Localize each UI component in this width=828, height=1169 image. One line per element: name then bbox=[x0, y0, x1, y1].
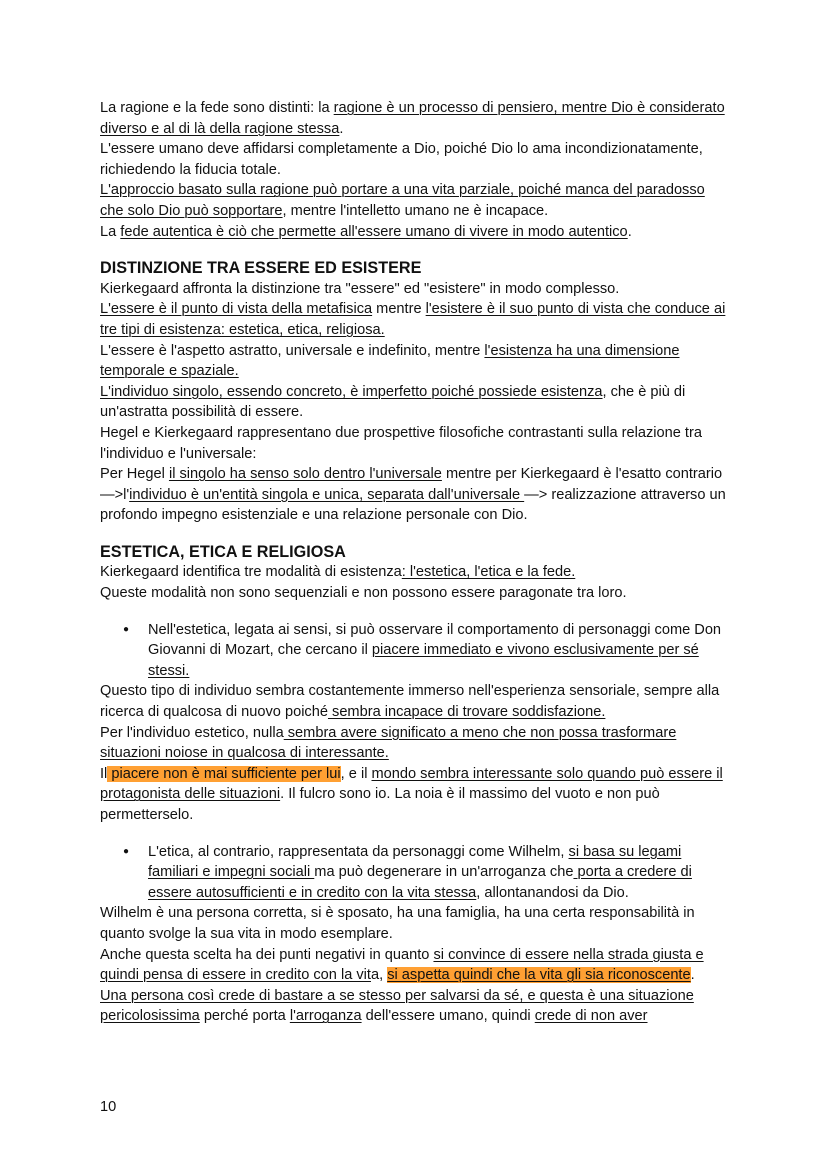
text-run: Per Hegel bbox=[100, 466, 169, 483]
intro-paragraph-3 bbox=[100, 180, 728, 221]
text-run: Per l'individuo estetico, nulla bbox=[100, 724, 284, 741]
text-run: La bbox=[100, 223, 121, 240]
underlined-text: sembra avere significato a meno che non possa trasformare situazioni noiose in qualcosa di interessante. bbox=[100, 724, 677, 762]
text-run: mentre per Kierkegaard è l'esatto contrario—>l' bbox=[100, 466, 723, 503]
text-run: La ragione e la fede sono distinti: la bbox=[100, 100, 334, 116]
etica-paragraph-3 bbox=[100, 986, 728, 1027]
text-run: . bbox=[339, 120, 344, 137]
section1-paragraph-1: Kierkegaard affronta la distinzione tra "essere" ed "esistere" in modo complesso. bbox=[100, 280, 620, 297]
text-run: Anche questa scelta ha dei punti negativi in quanto bbox=[100, 946, 434, 963]
underlined-text: Una persona così crede di bastare a se stesso per salvarsi da sé, e questa è una situazione pericolosissima bbox=[100, 987, 694, 1025]
list-item-etica bbox=[148, 842, 728, 904]
underlined-text: l'arroganza bbox=[289, 1008, 362, 1025]
text-run: L'etica, al contrario, rappresentata da personaggi come Wilhelm, bbox=[148, 843, 569, 860]
underlined-text: L'approccio basato sulla ragione può portare a una vita parziale, poiché manca del paradosso che solo Dio può sopportare bbox=[100, 182, 705, 219]
underlined-text: : l'estetica, l'etica e la fede. bbox=[401, 564, 576, 581]
page-number: 10 bbox=[100, 1099, 117, 1115]
underlined-text: fede autentica è ciò che permette all'essere umano di vivere in modo autentico bbox=[120, 223, 628, 240]
intro-paragraph-4 bbox=[100, 222, 728, 243]
text-run: ma può degenerare in un'arroganza che bbox=[314, 864, 574, 881]
underlined-text: crede di non aver bbox=[534, 1008, 648, 1025]
list-item-estetica bbox=[148, 620, 728, 682]
section2-paragraph-2: Queste modalità non sono sequenziali e non possono essere paragonate tra loro. bbox=[100, 585, 627, 602]
bullet-list-estetica bbox=[100, 620, 728, 682]
section2-paragraph-1 bbox=[100, 562, 728, 583]
text-run: —> realizzazione attraverso un profondo impegno esistenziale e una relazione personale con Dio. bbox=[100, 486, 726, 524]
text-run: dell'essere umano, quindi bbox=[361, 1008, 535, 1025]
underlined-text: ragione è un processo di pensiero, mentre Dio è considerato diverso e al di là della ragione stessa bbox=[100, 100, 725, 137]
text-run: Questo tipo di individuo sembra costantemente immerso nell'esperienza sensoriale, sempre alla ricerca di qualcosa di nuovo poiché bbox=[100, 683, 720, 721]
text-run: Kierkegaard identifica tre modalità di esistenza bbox=[100, 564, 402, 581]
text-run: . bbox=[627, 223, 632, 240]
etica-paragraph-1: Wilhelm è una persona corretta, si è sposato, ha una famiglia, ha una certa responsabilità in quanto svolge la sua vita in modo esemplare. bbox=[100, 905, 695, 942]
estetica-paragraph-3 bbox=[100, 764, 728, 826]
bullet-list-etica bbox=[100, 842, 728, 904]
section1-paragraph-5: Hegel e Kierkegaard rappresentano due prospettive filosofiche contrastanti sulla relazione tra l'individuo e l'universale: bbox=[100, 424, 702, 462]
text-run: perché porta bbox=[199, 1008, 290, 1025]
text-run: a, bbox=[370, 967, 388, 984]
underlined-text: sembra incapace di trovare soddisfazione. bbox=[327, 704, 606, 721]
intro-paragraph-2: L'essere umano deve affidarsi completamente a Dio, poiché Dio lo ama incondizionatamente, richiedendo la fiducia totale. bbox=[100, 141, 703, 178]
highlighted-text: piacere non è mai sufficiente per lui bbox=[107, 765, 341, 782]
text-run: , mentre l'intelletto umano ne è incapace. bbox=[282, 202, 549, 219]
section-heading-essere-esistere: DISTINZIONE TRA ESSERE ED ESISTERE bbox=[100, 259, 422, 278]
underlined-text: mondo sembra interessante solo quando può essere il protagonista delle situazioni bbox=[100, 765, 723, 803]
text-run: mentre bbox=[372, 301, 426, 318]
section1-paragraph-4 bbox=[100, 382, 728, 423]
underlined-text: piacere immediato e vivono esclusivamente per sé stessi. bbox=[148, 642, 699, 679]
underlined-text: l'esistenza ha una dimensione temporale e spaziale. bbox=[100, 342, 680, 380]
underlined-text: L'essere è il punto di vista della metafisica bbox=[100, 301, 373, 318]
text-run: Nell'estetica, legata ai sensi, si può osservare il comportamento di personaggi come Don Giovanni di Mozart, che cercano il bbox=[148, 621, 722, 659]
underlined-text: si convince di essere nella strada giusta e quindi pensa di essere in credito con la vit bbox=[100, 946, 704, 984]
underlined-text: si basa su legami familiari e impegni sociali bbox=[148, 843, 682, 881]
document-page bbox=[100, 98, 728, 1027]
text-run: Il bbox=[100, 765, 108, 782]
text-run: . bbox=[690, 967, 695, 984]
text-run: , e il bbox=[340, 765, 372, 782]
section-heading-estetica-etica-religiosa: ESTETICA, ETICA E RELIGIOSA bbox=[100, 542, 346, 561]
text-run: . Il fulcro sono io. La noia è il massimo del vuoto e non può permetterselo. bbox=[100, 786, 660, 823]
text-run: L'essere è l'aspetto astratto, universale e indefinito, mentre bbox=[100, 342, 485, 359]
underlined-text: porta a credere di essere autosufficienti e in credito con la vita stessa bbox=[148, 864, 692, 901]
underlined-text: il singolo ha senso solo dentro l'universale bbox=[168, 466, 442, 483]
text-run: , allontanandosi da Dio. bbox=[476, 884, 629, 901]
section1-paragraph-6 bbox=[100, 464, 728, 526]
highlighted-text: si aspetta quindi che la vita gli sia riconoscente bbox=[387, 967, 691, 984]
text-run: , che è più di un'astratta possibilità di essere. bbox=[100, 383, 686, 421]
section1-paragraph-2 bbox=[100, 299, 728, 340]
etica-paragraph-2 bbox=[100, 945, 728, 986]
intro-paragraph-1 bbox=[100, 98, 728, 139]
underlined-text: individuo è un'entità singola e unica, separata dall'universale bbox=[129, 486, 525, 503]
estetica-paragraph-2 bbox=[100, 723, 728, 764]
underlined-text: L'individuo singolo, essendo concreto, è imperfetto poiché possiede esistenza bbox=[100, 383, 603, 400]
estetica-paragraph-1 bbox=[100, 681, 728, 722]
underlined-text: l'esistere è il suo punto di vista che conduce ai tre tipi di esistenza: estetica, etica, religiosa. bbox=[100, 301, 726, 338]
section1-paragraph-3 bbox=[100, 341, 728, 382]
